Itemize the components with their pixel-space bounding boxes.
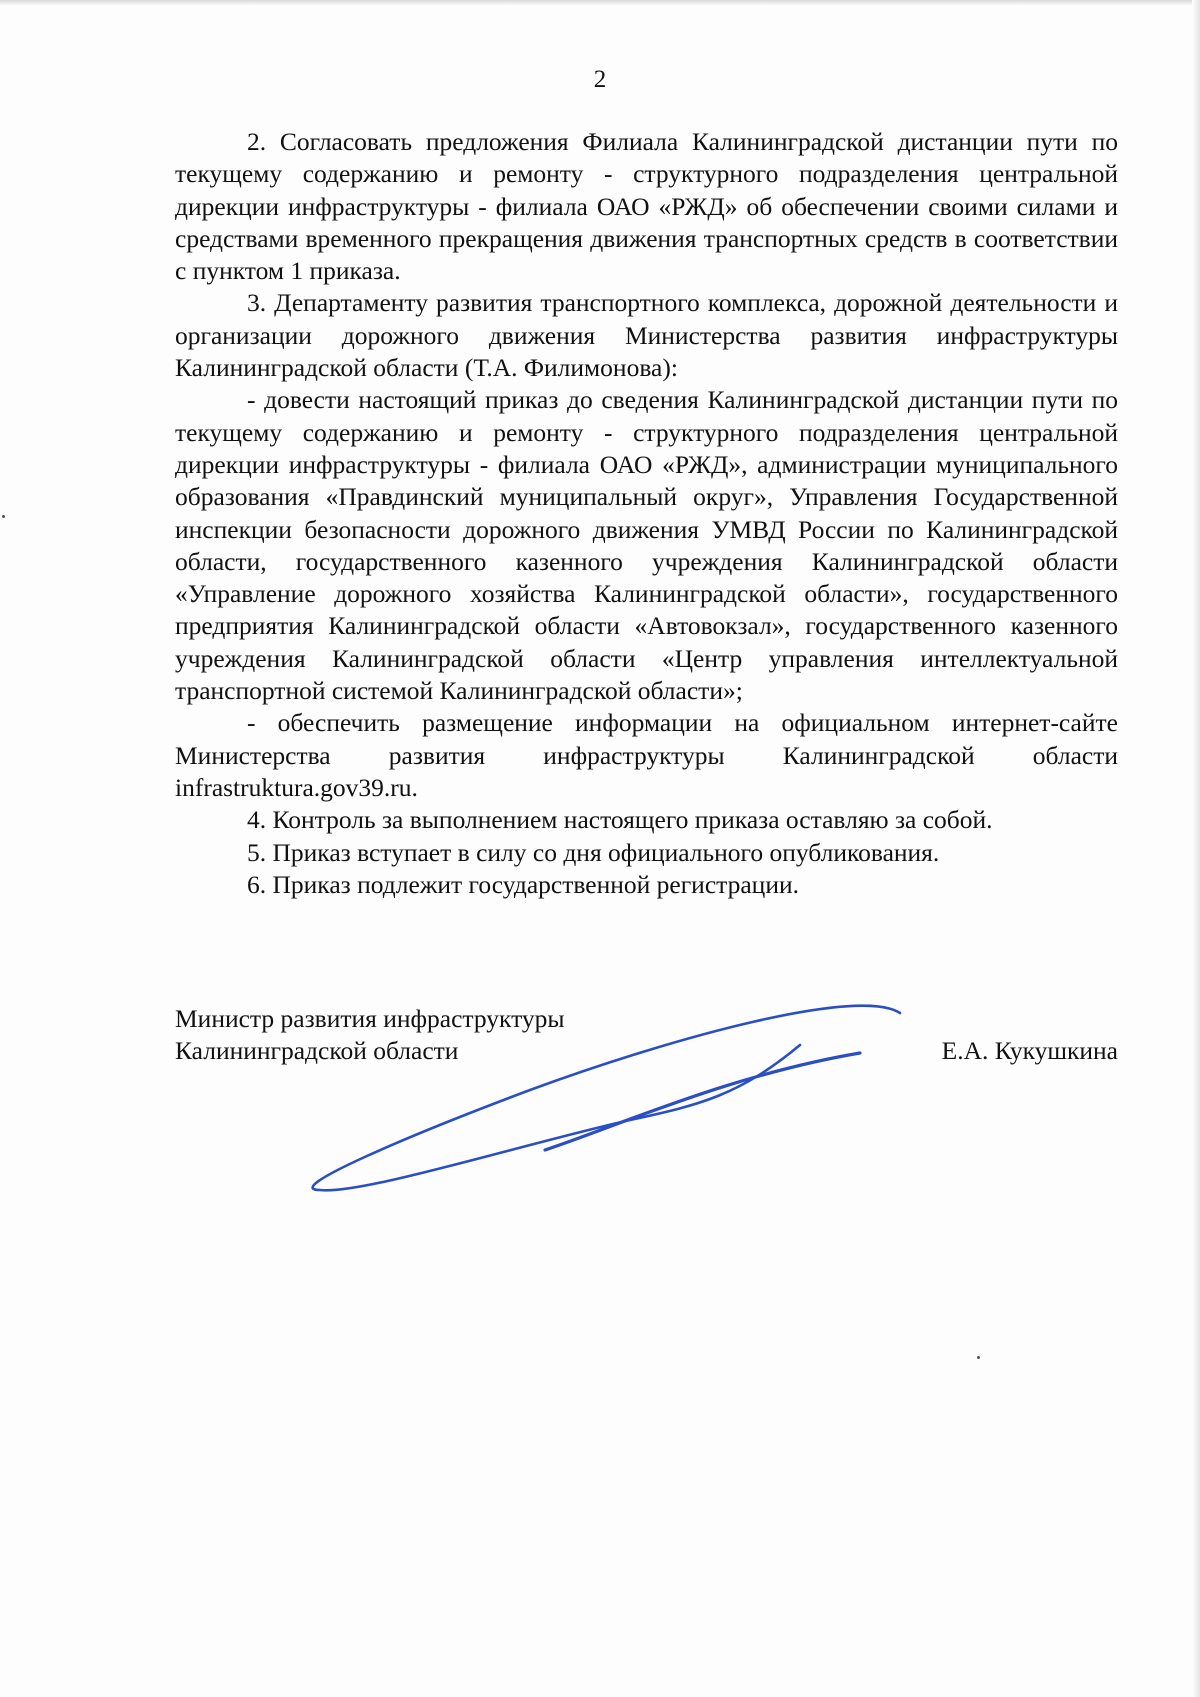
scan-right-edge: [1192, 0, 1200, 1697]
paragraph-item-5: 5. Приказ вступает в силу со дня официального опубликования.: [247, 837, 940, 867]
signatory-title-line2: Калининградской области: [175, 1036, 459, 1066]
order-body: [175, 126, 1118, 901]
paragraph-item-4: 4. Контроль за выполнением настоящего приказа оставляю за собой.: [247, 805, 993, 835]
signatory-name: Е.А. Кукушкина: [941, 1036, 1118, 1065]
signatory-title-line1: Министр развития инфраструктуры: [175, 1004, 565, 1033]
scan-speck: [977, 1356, 980, 1359]
scan-speck: [2, 515, 5, 518]
handwritten-signature: [300, 995, 910, 1200]
signature-loop-stroke: [313, 1006, 900, 1191]
paragraph-item-2: 2. Согласовать предложения Филиала Калининградской дистанции пути по текущему содержанию и ремонту - структурного подразделения центральной дирекции инфраструктуры - филиала ОАО «РЖД» об обеспечении своими силами и средствами временного прекращения движения транспортных средств в соответствии с пунктом 1 приказа.: [175, 127, 1118, 286]
paragraph-item-3-bullet-2: - обеспечить размещение информации на официальном интернет-сайте Министерства развития инфраструктуры Калининградской области infrastruktura.gov39.ru.: [175, 708, 1118, 802]
paragraph-item-6: 6. Приказ подлежит государственной регистрации.: [247, 869, 799, 899]
scan-top-edge: [0, 0, 1200, 6]
page-number: 2: [593, 66, 607, 93]
paragraph-item-3-bullet-1: - довести настоящий приказ до сведения Калининградской дистанции пути по текущему содержанию и ремонту - структурного подразделения центральной дирекции инфраструктуры - филиала ОАО «РЖД», администрации муниципального образования «Правдинский муниципальный округ», Управления Государственной инспекции безопасности дорожного движения УМВД России по Калининградской области, государственного казенного учреждения Калининградской области «Управление дорожного хозяйства Калининградской области», государственного предприятия Калининградской области «Автовокзал», государственного казенного учреждения Калининградской области «Центр управления интеллектуальной транспортной системой Калининградской области»;: [175, 385, 1118, 706]
paragraph-item-3: 3. Департаменту развития транспортного комплекса, дорожной деятельности и организации дорожного движения Министерства развития инфраструктуры Калининградской области (Т.А. Филимонова):: [175, 288, 1118, 383]
